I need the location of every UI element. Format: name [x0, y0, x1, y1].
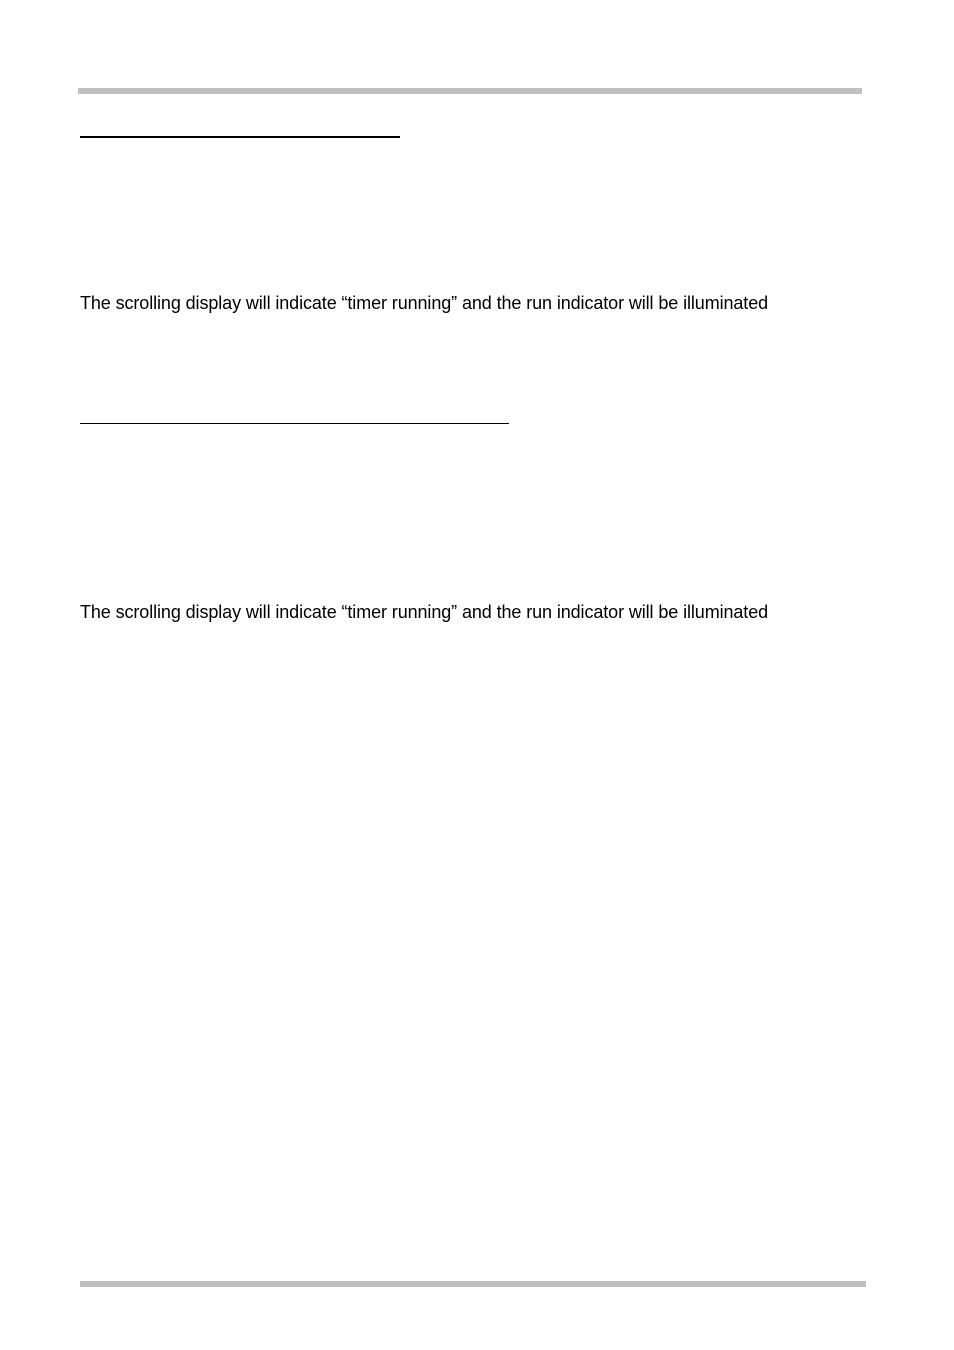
header-rule	[78, 88, 862, 94]
section-heading-underline	[80, 120, 400, 138]
section-paragraph: The scrolling display will indicate “timer running” and the run indicator will be illuminated	[80, 293, 769, 313]
section-paragraph: The scrolling display will indicate “timer running” and the run indicator will be illuminated	[80, 602, 769, 622]
footer-rule	[80, 1281, 866, 1287]
section-heading-underline	[80, 407, 509, 424]
